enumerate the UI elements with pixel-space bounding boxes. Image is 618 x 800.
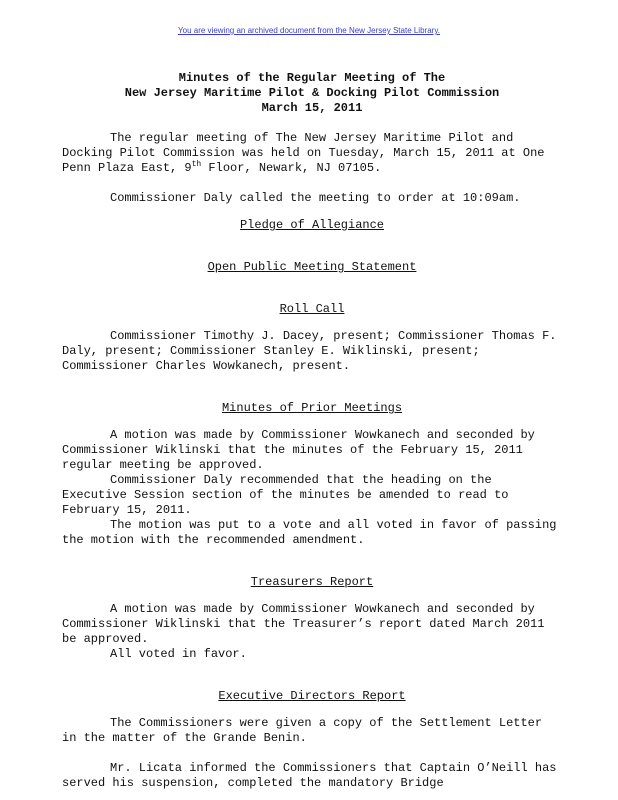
treasurers-p1: A motion was made by Commissioner Wowkanech and seconded by Commissioner Wiklinski that the Treasurer’s report dated March 2011 be approved. (62, 602, 545, 646)
minutes-prior-p2: Commissioner Daly recommended that the heading on the Executive Session section of the minutes be amended to read to February 15, 2011. (62, 473, 509, 517)
heading-treasurers-report: Treasurers Report (250, 575, 374, 589)
intro-text-a: The regular meeting of The New Jersey Maritime Pilot and Docking Pilot Commission was held on Tuesday, March 15, 2011 at One Penn Plaza East, 9 (62, 131, 545, 175)
call-to-order: Commissioner Daly called the meeting to order at 10:09am. (110, 191, 521, 205)
heading-executive-directors-report: Executive Directors Report (218, 689, 406, 703)
treasurers-p2: All voted in favor. (110, 647, 247, 661)
heading-open-public-meeting: Open Public Meeting Statement (207, 260, 417, 274)
minutes-prior-p1: A motion was made by Commissioner Wowkanech and seconded by Commissioner Wiklinski that the minutes of the February 15, 2011 regular meeting be approved. (62, 428, 535, 472)
document-title (62, 71, 562, 116)
title-line-1: Minutes of the Regular Meeting of The (178, 71, 446, 85)
exec-directors-p1: The Commissioners were given a copy of the Settlement Letter in the matter of the Grande Benin. (62, 716, 543, 745)
title-line-3: March 15, 2011 (261, 101, 363, 115)
intro-text-b: Floor, Newark, NJ 07105. (201, 161, 382, 175)
intro-paragraph (62, 131, 562, 176)
heading-roll-call: Roll Call (279, 302, 345, 316)
minutes-document (62, 71, 562, 791)
roll-call-text: Commissioner Timothy J. Dacey, present; Commissioner Thomas F. Daly, present; Commissioner Stanley E. Wiklinski, present; Commissioner Charles Wowkanech, present. (62, 329, 557, 373)
archive-notice-link[interactable]: You are viewing an archived document from the New Jersey State Library. (178, 26, 440, 35)
heading-pledge: Pledge of Allegiance (239, 218, 385, 232)
exec-directors-p2: Mr. Licata informed the Commissioners that Captain O’Neill has served his suspension, completed the mandatory Bridge (62, 761, 557, 790)
title-line-2: New Jersey Maritime Pilot & Docking Pilot Commission (124, 86, 500, 100)
intro-sup: th (191, 160, 202, 169)
heading-minutes-prior: Minutes of Prior Meetings (221, 401, 403, 415)
minutes-prior-p3: The motion was put to a vote and all voted in favor of passing the motion with the recommended amendment. (62, 518, 557, 547)
